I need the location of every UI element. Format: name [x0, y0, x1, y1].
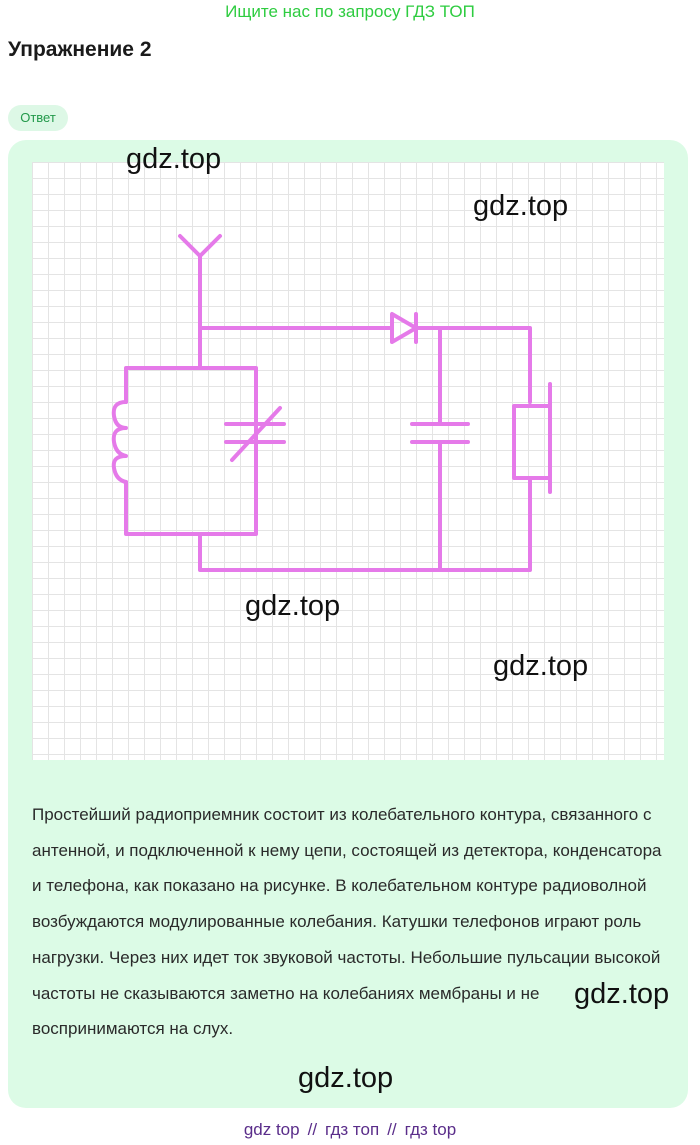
watermark: gdz.top — [493, 650, 589, 682]
watermark: gdz.top — [245, 590, 341, 622]
footer-links — [0, 1120, 700, 1140]
watermark: gdz.top — [574, 978, 670, 1010]
footer-separator: // — [387, 1120, 397, 1139]
antenna-symbol — [180, 236, 220, 368]
telephone-symbol — [514, 406, 550, 478]
bottom-wire — [200, 478, 530, 570]
diode-symbol — [392, 314, 416, 342]
top-wire — [200, 328, 530, 402]
watermark: gdz.top — [126, 143, 222, 175]
footer-link[interactable]: гдз топ — [325, 1120, 380, 1139]
answer-text: Простейший радиоприемник состоит из колебательного контура, связанного с антенной, и подключенной к нему цепи, состоящей из детектора, конденсатора и телефона, как показано на рисунке. В колебательном контуре радиоволной возбуждаются модулированные колебания. Катушки телефонов играют роль нагрузки. Через них идет ток звуковой частоты. Небольшие пульсации высокой частоты не сказываются заметно на колебаниях мембраны и не воспринимаются на слух. — [32, 805, 662, 1039]
footer-link[interactable]: gdz top — [243, 1120, 300, 1139]
answer-badge[interactable]: Ответ — [8, 105, 68, 131]
capacitor-symbol — [412, 328, 468, 570]
oscillating-circuit-frame — [126, 368, 256, 534]
watermark: gdz.top — [473, 190, 569, 222]
footer-link[interactable]: гдз top — [404, 1120, 457, 1139]
footer-separator: // — [307, 1120, 318, 1139]
inductor-coil — [114, 402, 126, 482]
search-banner: Ищите нас по запросу ГДЗ ТОП — [225, 2, 475, 21]
page-title: Упражнение 2 — [8, 38, 152, 61]
watermark: gdz.top — [298, 1062, 394, 1094]
